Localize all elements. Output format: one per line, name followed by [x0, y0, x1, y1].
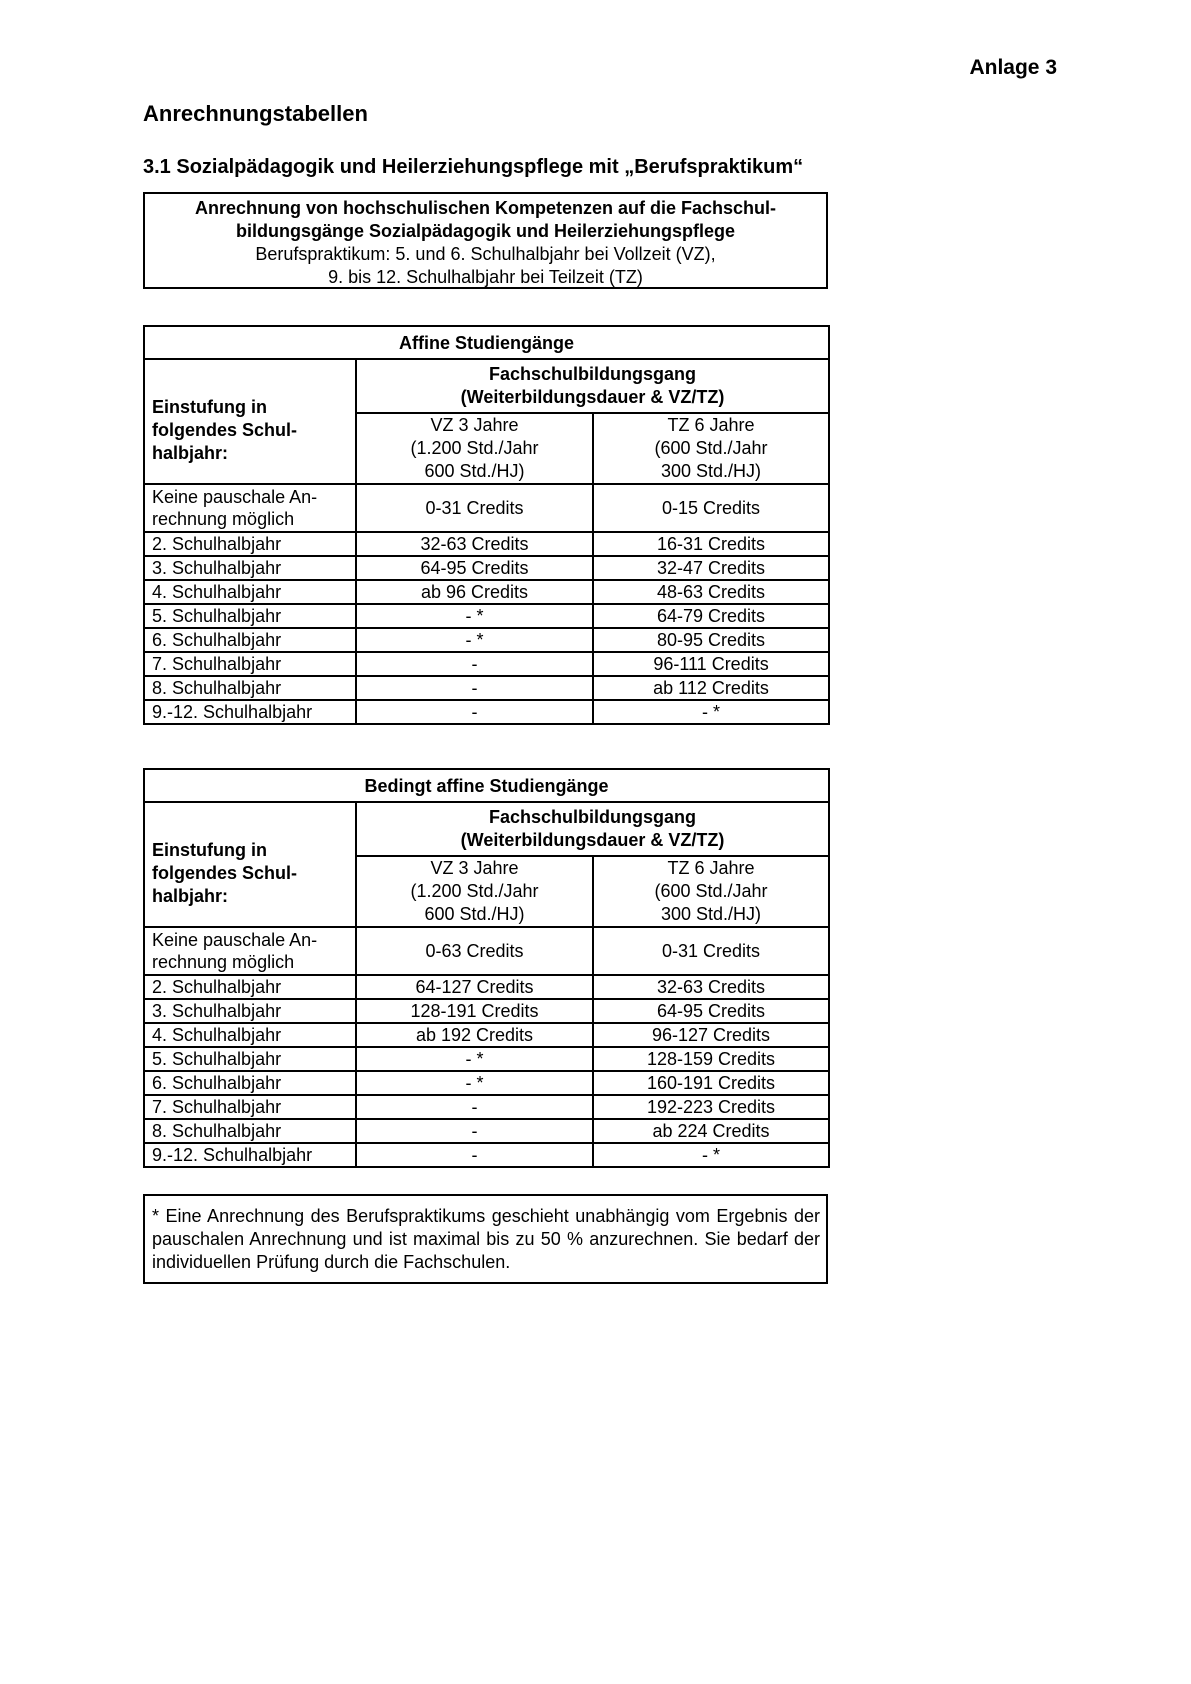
vz-cell: 0-31 Credits: [356, 484, 593, 532]
table-row: [144, 604, 829, 628]
program-header: Fachschulbildungsgang (Weiterbildungsdauer & VZ/TZ): [356, 359, 829, 413]
vz-cell: ab 96 Credits: [356, 580, 593, 604]
stage-cell: 9.-12. Schulhalbjahr: [144, 700, 356, 724]
footnote-box: [143, 1194, 828, 1284]
table-title: Affine Studiengänge: [144, 326, 829, 359]
vz-cell: ab 192 Credits: [356, 1023, 593, 1047]
stage-cell: 9.-12. Schulhalbjahr: [144, 1143, 356, 1167]
stage-cell: 7. Schulhalbjahr: [144, 652, 356, 676]
intro-line: bildungsgänge Sozialpädagogik und Heilerziehungspflege: [235, 221, 736, 241]
tz-cell: 32-63 Credits: [593, 975, 829, 999]
stage-cell: 3. Schulhalbjahr: [144, 999, 356, 1023]
table-row: [144, 580, 829, 604]
tz-cell: 0-15 Credits: [593, 484, 829, 532]
vz-cell: - *: [356, 628, 593, 652]
vz-cell: -: [356, 1095, 593, 1119]
tz-cell: 64-95 Credits: [593, 999, 829, 1023]
stage-cell: Keine pauschale An- rechnung möglich: [144, 927, 356, 975]
tz-cell: - *: [593, 700, 829, 724]
stage-cell: 6. Schulhalbjahr: [144, 1071, 356, 1095]
tz-cell: 0-31 Credits: [593, 927, 829, 975]
tz-cell: 80-95 Credits: [593, 628, 829, 652]
table-row: [144, 1119, 829, 1143]
stage-cell: 4. Schulhalbjahr: [144, 580, 356, 604]
stage-header: Einstufung in folgendes Schul- halbjahr:: [144, 802, 356, 927]
tz-cell: 192-223 Credits: [593, 1095, 829, 1119]
tz-cell: ab 224 Credits: [593, 1119, 829, 1143]
stage-cell: 2. Schulhalbjahr: [144, 532, 356, 556]
table-row: [144, 628, 829, 652]
tz-cell: 16-31 Credits: [593, 532, 829, 556]
table-row: [144, 1095, 829, 1119]
vz-cell: - *: [356, 1071, 593, 1095]
table-bedingt-affine: [143, 768, 830, 1168]
table-affine: [143, 325, 830, 725]
stage-cell: 4. Schulhalbjahr: [144, 1023, 356, 1047]
table-row: [144, 1143, 829, 1167]
stage-cell: 3. Schulhalbjahr: [144, 556, 356, 580]
vz-cell: 64-95 Credits: [356, 556, 593, 580]
table-row: [144, 556, 829, 580]
table-row: [144, 927, 829, 975]
section-heading: 3.1 Sozialpädagogik und Heilerziehungspflege mit „Berufspraktikum“: [143, 156, 804, 178]
stage-cell: 5. Schulhalbjahr: [144, 1047, 356, 1071]
stage-cell: 2. Schulhalbjahr: [144, 975, 356, 999]
program-header: Fachschulbildungsgang (Weiterbildungsdauer & VZ/TZ): [356, 802, 829, 856]
intro-line: 9. bis 12. Schulhalbjahr bei Teilzeit (TZ): [328, 267, 643, 287]
stage-cell: Keine pauschale An- rechnung möglich: [144, 484, 356, 532]
tz-cell: 32-47 Credits: [593, 556, 829, 580]
table-row: [144, 676, 829, 700]
tz-cell: 128-159 Credits: [593, 1047, 829, 1071]
vz-header: VZ 3 Jahre (1.200 Std./Jahr 600 Std./HJ): [356, 413, 593, 484]
tz-cell: 96-127 Credits: [593, 1023, 829, 1047]
stage-header: Einstufung in folgendes Schul- halbjahr:: [144, 359, 356, 484]
stage-cell: 7. Schulhalbjahr: [144, 1095, 356, 1119]
annex-label: Anlage 3: [969, 56, 1057, 79]
table-row: [144, 1023, 829, 1047]
tz-cell: 64-79 Credits: [593, 604, 829, 628]
table-row: [144, 532, 829, 556]
vz-cell: -: [356, 700, 593, 724]
page-title: Anrechnungstabellen: [143, 101, 368, 126]
vz-cell: -: [356, 676, 593, 700]
vz-cell: 0-63 Credits: [356, 927, 593, 975]
table-row: [144, 975, 829, 999]
table-row: [144, 1047, 829, 1071]
intro-line: Berufspraktikum: 5. und 6. Schulhalbjahr bei Vollzeit (VZ),: [255, 244, 716, 264]
tz-cell: 96-111 Credits: [593, 652, 829, 676]
table-row: [144, 1071, 829, 1095]
stage-cell: 6. Schulhalbjahr: [144, 628, 356, 652]
vz-cell: 128-191 Credits: [356, 999, 593, 1023]
vz-cell: - *: [356, 604, 593, 628]
stage-cell: 8. Schulhalbjahr: [144, 1119, 356, 1143]
stage-cell: 8. Schulhalbjahr: [144, 676, 356, 700]
intro-line: Anrechnung von hochschulischen Kompetenzen auf die Fachschul-: [194, 198, 777, 218]
tz-cell: - *: [593, 1143, 829, 1167]
table-title: Bedingt affine Studiengänge: [144, 769, 829, 802]
stage-cell: 5. Schulhalbjahr: [144, 604, 356, 628]
tz-header: TZ 6 Jahre (600 Std./Jahr 300 Std./HJ): [593, 856, 829, 927]
vz-cell: -: [356, 652, 593, 676]
table-row: [144, 652, 829, 676]
table-row: [144, 700, 829, 724]
vz-cell: 64-127 Credits: [356, 975, 593, 999]
tz-header: TZ 6 Jahre (600 Std./Jahr 300 Std./HJ): [593, 413, 829, 484]
tz-cell: ab 112 Credits: [593, 676, 829, 700]
table-row: [144, 999, 829, 1023]
vz-cell: - *: [356, 1047, 593, 1071]
table-row: [144, 484, 829, 532]
tz-cell: 48-63 Credits: [593, 580, 829, 604]
vz-cell: 32-63 Credits: [356, 532, 593, 556]
intro-box: [143, 192, 828, 289]
tz-cell: 160-191 Credits: [593, 1071, 829, 1095]
vz-cell: -: [356, 1143, 593, 1167]
vz-header: VZ 3 Jahre (1.200 Std./Jahr 600 Std./HJ): [356, 856, 593, 927]
vz-cell: -: [356, 1119, 593, 1143]
footnote-text: * Eine Anrechnung des Berufspraktikums geschieht unabhängig vom Ergebnis der pauschalen Anrechnung und ist maximal bis zu 50 % anzurechnen. Sie bedarf der individuellen Prüfung durch die Fachschulen.: [152, 1206, 820, 1272]
